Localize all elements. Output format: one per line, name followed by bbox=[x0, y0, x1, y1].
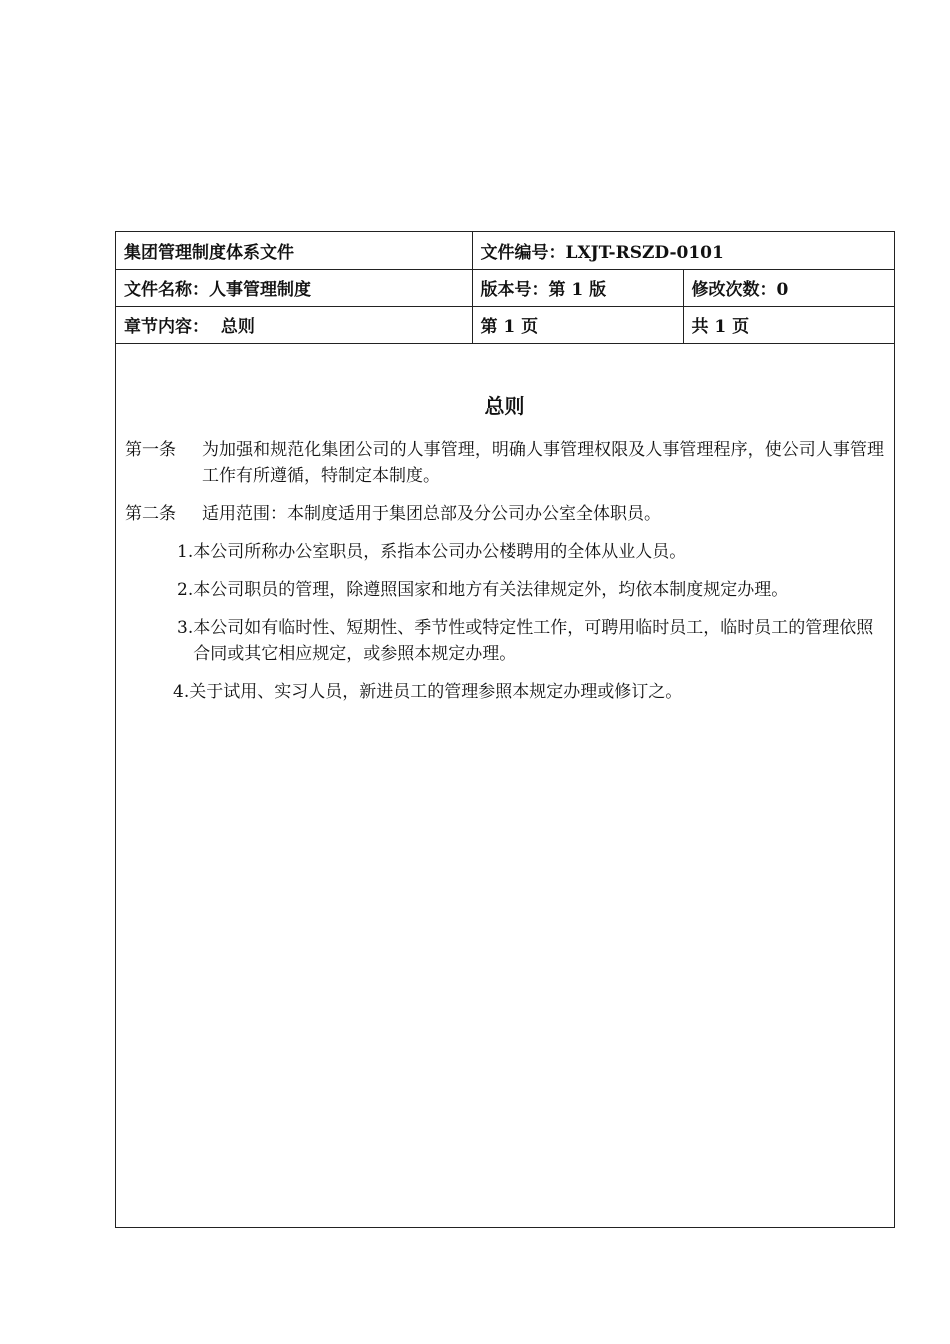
list-item-text: 关于试用、实习人员，新进员工的管理参照本规定办理或修订之。 bbox=[189, 681, 683, 702]
list-item-text: 本公司所称办公室职员，系指本公司办公楼聘用的全体从业人员。 bbox=[193, 541, 687, 562]
document-frame bbox=[115, 231, 895, 1228]
list-item bbox=[125, 539, 884, 565]
article-text: 适用范围：本制度适用于集团总部及分公司办公室全体职员。 bbox=[202, 503, 661, 524]
header-row-2 bbox=[116, 269, 894, 306]
article-1 bbox=[125, 437, 884, 489]
chapter-cell bbox=[116, 306, 472, 343]
revision-cell: 修改次数：0 bbox=[683, 269, 894, 306]
list-item-text: 本公司职员的管理，除遵照国家和地方有关法律规定外，均依本制度规定办理。 bbox=[193, 579, 789, 600]
header-row-1 bbox=[116, 232, 894, 269]
article-number: 第二条 bbox=[125, 503, 176, 524]
list-item-number: 3. bbox=[177, 617, 194, 638]
list-item-text: 本公司如有临时性、短期性、季节性或特定性工作，可聘用临时员工，临时员工的管理依照合同或其它相应规定，或参照本规定办理。 bbox=[193, 617, 874, 664]
file-name-cell: 文件名称：人事管理制度 bbox=[116, 269, 472, 306]
version-cell: 版本号：第 1 版 bbox=[472, 269, 683, 306]
section-title: 总则 bbox=[484, 393, 525, 418]
article-number: 第一条 bbox=[125, 439, 176, 460]
chapter-value: 总则 bbox=[220, 317, 255, 337]
list-item-number: 1. bbox=[177, 541, 194, 562]
article-text: 为加强和规范化集团公司的人事管理，明确人事管理权限及人事管理程序，使公司人事管理工作有所遵循，特制定本制度。 bbox=[202, 439, 884, 486]
header-row-3 bbox=[116, 306, 894, 343]
page-current-cell: 第 1 页 bbox=[472, 306, 683, 343]
file-number-cell: 文件编号：LXJT-RSZD-0101 bbox=[472, 232, 894, 269]
document-body bbox=[116, 390, 894, 705]
list-item-number: 2. bbox=[177, 579, 194, 600]
article-2 bbox=[125, 501, 884, 527]
page-total-cell: 共 1 页 bbox=[683, 306, 894, 343]
chapter-label: 章节内容： bbox=[124, 317, 209, 337]
list-item bbox=[125, 577, 884, 603]
document-header-table bbox=[116, 232, 894, 344]
list-item bbox=[125, 679, 884, 705]
system-file-cell: 集团管理制度体系文件 bbox=[116, 232, 472, 269]
list-item bbox=[125, 615, 884, 667]
list-item-number: 4. bbox=[173, 681, 190, 702]
